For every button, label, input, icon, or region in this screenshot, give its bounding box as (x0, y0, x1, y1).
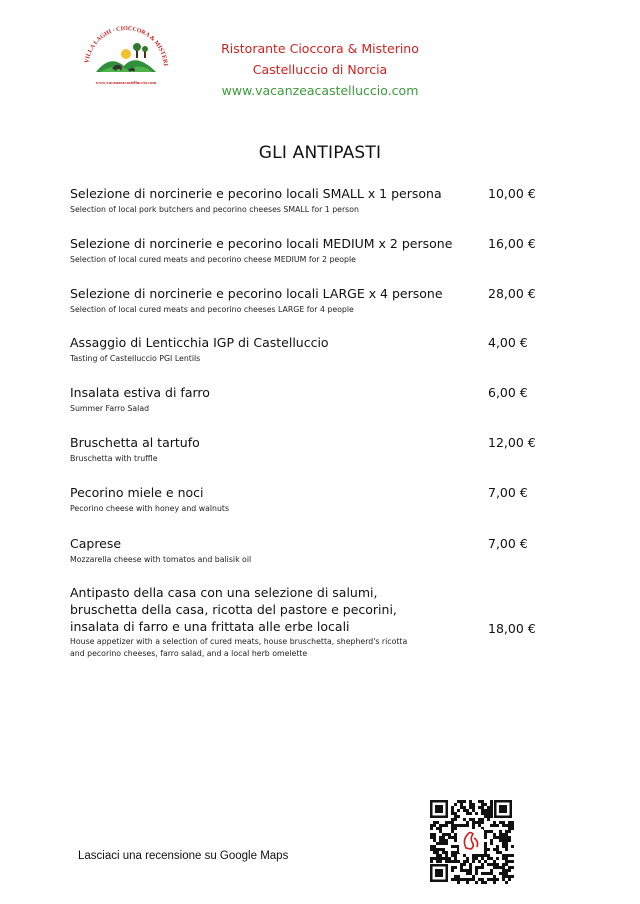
item-description: Selection of local pork butchers and pecorino cheeses SMALL for 1 person (70, 205, 359, 214)
restaurant-name: Ristorante Cioccora & Misterino (221, 41, 419, 56)
menu-item (70, 334, 630, 365)
menu-item (70, 235, 630, 266)
item-name: Pecorino miele e noci (70, 485, 204, 500)
logo-bottom-text: www.vacanzeacastelluccio.com (95, 80, 157, 85)
item-price: 7,00 € (488, 485, 528, 500)
item-price: 18,00 € (488, 621, 536, 636)
item-name-line: Antipasto della casa con una selezione di salumi, (70, 585, 378, 600)
item-name: Insalata estiva di farro (70, 385, 210, 400)
item-name: Assaggio di Lenticchia IGP di Castelluccio (70, 335, 329, 350)
item-name: Selezione di norcinerie e pecorino locali SMALL x 1 persona (70, 186, 442, 201)
item-name: Bruschetta al tartufo (70, 435, 200, 450)
restaurant-logo (78, 24, 174, 90)
item-price: 16,00 € (488, 236, 536, 251)
item-description: Tasting of Castelluccio PGI Lentils (70, 354, 201, 363)
menu-item (70, 185, 630, 216)
website-link[interactable]: www.vacanzeacastelluccio.com (221, 83, 419, 98)
item-price: 28,00 € (488, 286, 536, 301)
item-name: Caprese (70, 536, 122, 551)
menu-item (70, 434, 630, 465)
item-description: Summer Farro Salad (70, 404, 150, 413)
item-description: Selection of local cured meats and pecorino cheeses LARGE for 4 people (70, 305, 354, 314)
item-name-line: insalata di farro e una frittata alle erbe locali (70, 619, 350, 634)
section-title: GLI ANTIPASTI (258, 143, 382, 163)
item-description: Mozzarella cheese with tomatos and balisik oil (70, 555, 252, 564)
svg-text:VILLA LAGHI · CIOCCORA & MISTE (78, 24, 168, 67)
menu-item (70, 584, 630, 660)
menu-item (70, 384, 630, 415)
item-description-line: House appetizer with a selection of cured meats, house bruschetta, shepherd's ricotta (70, 637, 408, 646)
item-description-line: and pecorino cheeses, farro salad, and a local herb omelette (70, 649, 308, 658)
qr-code-icon[interactable] (428, 798, 514, 884)
item-name: Selezione di norcinerie e pecorino locali LARGE x 4 persone (70, 286, 443, 301)
review-prompt: Lasciaci una recensione su Google Maps (78, 850, 289, 862)
logo-arc-text: VILLA LAGHI · CIOCCORA & MISTERI (84, 25, 168, 67)
item-price: 12,00 € (488, 435, 536, 450)
item-price: 7,00 € (488, 536, 528, 551)
menu-item (70, 484, 630, 515)
item-price: 4,00 € (488, 335, 528, 350)
item-price: 10,00 € (488, 186, 536, 201)
item-description: Selection of local cured meats and pecorino cheese MEDIUM for 2 people (70, 255, 356, 264)
menu-item (70, 285, 630, 316)
item-description: Bruschetta with truffle (70, 454, 158, 463)
item-price: 6,00 € (488, 385, 528, 400)
item-name: Selezione di norcinerie e pecorino locali MEDIUM x 2 persone (70, 236, 453, 251)
restaurant-location: Castelluccio di Norcia (252, 62, 388, 77)
item-name-line: bruschetta della casa, ricotta del pastore e pecorini, (70, 602, 397, 617)
item-description: Pecorino cheese with honey and walnuts (70, 504, 230, 513)
restaurant-header (200, 38, 440, 101)
menu-item (70, 535, 630, 566)
